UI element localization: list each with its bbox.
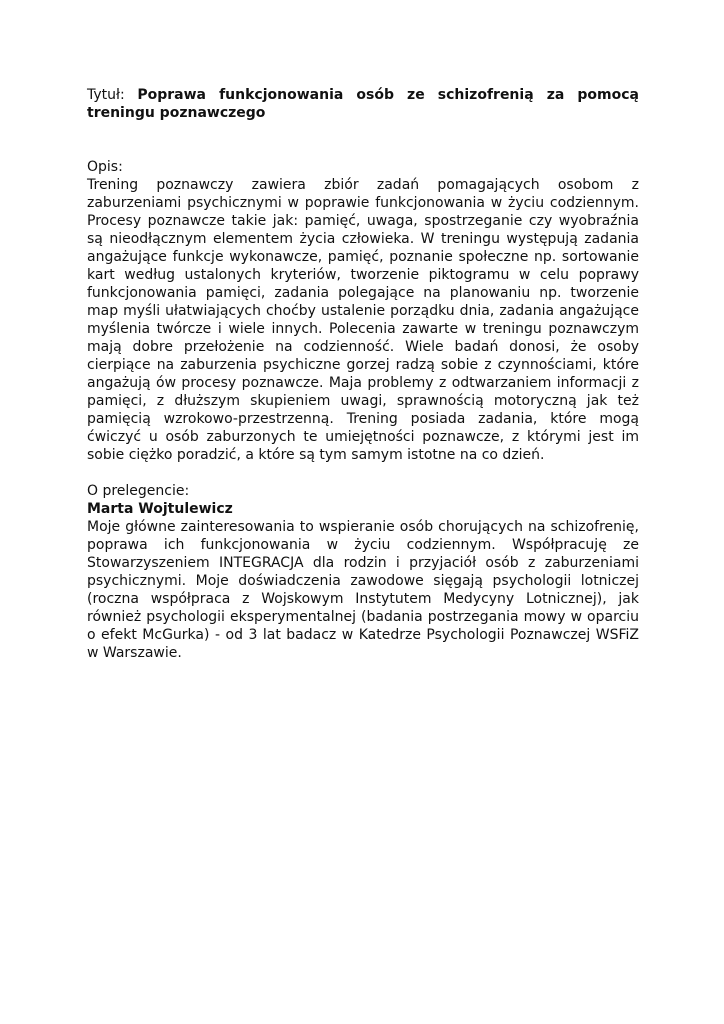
- speaker-bio: Moje główne zainteresowania to wspieranie osób chorujących na schizofrenię, poprawa ich funkcjonowania w życiu codziennym. Współpracuję ze Stowarzyszeniem INTEGRACJA dla rodzin i przyjaciół osób z zaburzeniami psychicznymi. Moje doświadczenia zawodowe sięgają psychologii lotniczej (roczna współpraca z Wojskowym Instytutem Medycyny Lotnicznej), jak również psychologii eksperymentalnej (badania postrzegania mowy w oparciu o efekt McGurka) - od 3 lat badacz w Katedrze Psychologii Poznawczej WSFiZ w Warszawie.: [87, 519, 639, 661]
- title-label: Tytuł:: [87, 87, 125, 103]
- spacer: [87, 122, 639, 158]
- spacer: [87, 464, 639, 482]
- document-page: [87, 86, 639, 662]
- title-text: Poprawa funkcjonowania osób ze schizofrenią za pomocą treningu poznawczego: [87, 87, 639, 121]
- description-label: Opis:: [87, 159, 123, 175]
- description-text: Trening poznawczy zawiera zbiór zadań pomagających osobom z zaburzeniami psychicznymi w poprawie funkcjonowania w życiu codziennym. Procesy poznawcze takie jak: pamięć, uwaga, spostrzeganie czy wyobraźnia są nieodłącznym elementem życia człowieka. W treningu występują zadania angażujące funkcje wykonawcze, pamięć, poznanie społeczne np. sortowanie kart według ustalonych kryteriów, tworzenie piktogramu w celu poprawy funkcjonowania pamięci, zadania polegające na planowaniu np. tworzenie map myśli ułatwiających choćby ustalenie porządku dnia, zadania angażujące myślenia twórcze i wiele innych. Polecenia zawarte w treningu poznawczym mają dobre przełożenie na codzienność. Wiele badań donosi, że osoby cierpiące na zaburzenia psychiczne gorzej radzą sobie z czynnościami, które angażują ów procesy poznawcze. Maja problemy z odtwarzaniem informacji z pamięci, z dłuższym skupieniem uwagi, sprawnością motoryczną jak też pamięcią wzrokowo-przestrzenną. Trening posiada zadania, które mogą ćwiczyć u osób zaburzonych te umiejętności poznawcze, z którymi jest im sobie ciężko poradzić, a które są tym samym istotne na co dzień.: [87, 177, 639, 463]
- document-title: [87, 86, 639, 122]
- speaker-name: Marta Wojtulewicz: [87, 501, 233, 517]
- speaker-label: O prelegencie:: [87, 483, 190, 499]
